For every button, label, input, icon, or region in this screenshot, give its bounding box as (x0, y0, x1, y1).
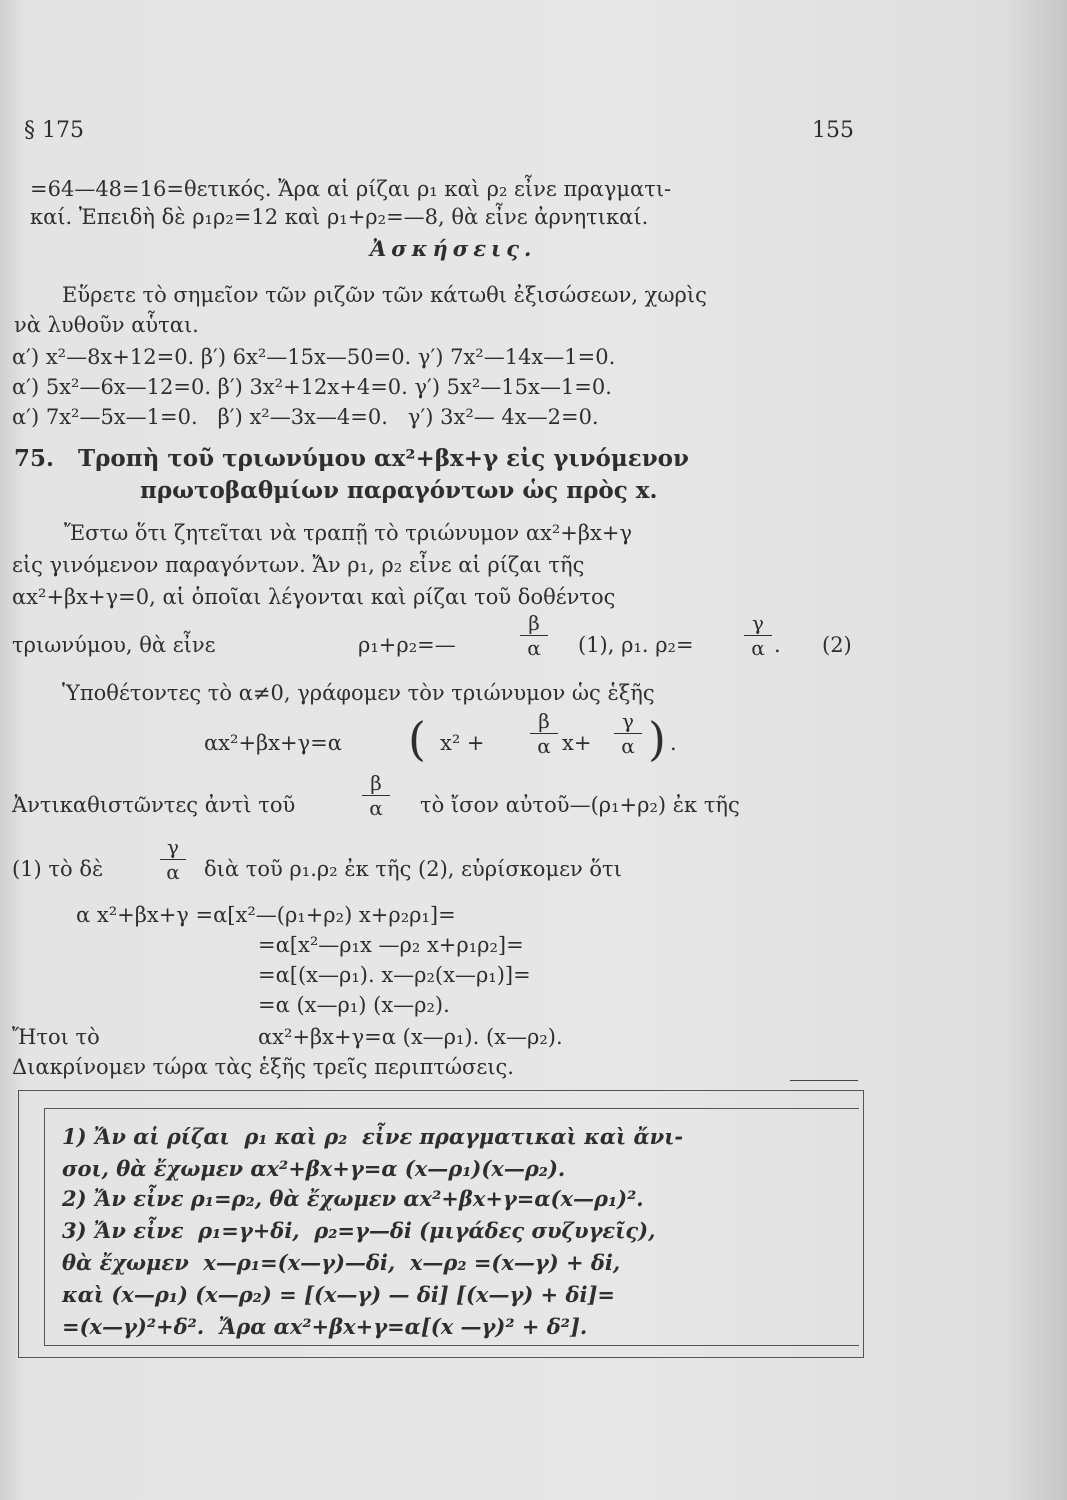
case-line-5: θὰ ἔχωμεν x—ρ₁=(x—γ)—δi, x—ρ₂ =(x—γ) + δi, (62, 1250, 621, 1275)
case-line-1: 1) Ἄν αἱ ρίζαι ρ₁ καὶ ρ₂ εἶνε πραγματικαὶ καὶ ἄνι- (62, 1124, 684, 1149)
result-formula: αx²+βx+γ=α (x—ρ₁). (x—ρ₂). (258, 1025, 563, 1049)
fraction-numerator: β (528, 611, 540, 635)
fraction-numerator: γ (167, 835, 179, 859)
left-paren: ( (408, 712, 426, 766)
fraction-denominator: α (537, 734, 551, 758)
body-p3-start: Ἀντικαθιστῶντες ἀντὶ τοῦ (12, 793, 296, 817)
eq1-sum: ρ₁+ρ₂=— (358, 633, 456, 657)
page-number: 155 (812, 118, 854, 143)
fraction-denominator: α (369, 796, 383, 820)
derivation-line-1: α x²+βx+γ =α[x²—(ρ₁+ρ₂) x+ρ₂ρ₁]= (76, 903, 456, 927)
case-line-4: 3) Ἄν εἶνε ρ₁=γ+δi, ρ₂=γ—δi (μιγάδες συζυγεῖς), (62, 1218, 656, 1243)
fraction-gamma-over-alpha (160, 836, 186, 883)
separator-rule (790, 1080, 858, 1081)
fraction-numerator: β (370, 771, 382, 795)
body-p1-line-3: αx²+βx+γ=0, αἱ ὁποῖαι λέγονται καὶ ρίζαι τοῦ δοθέντος (12, 585, 616, 609)
fraction-denominator: α (621, 734, 635, 758)
body-p4-start: (1) τὸ δὲ (12, 857, 104, 881)
body-p2: Ὑποθέτοντες τὸ α≠0, γράφομεν τὸν τριώνυμον ὡς ἑξῆς (62, 681, 655, 705)
body-p1-line-1: Ἔστω ὅτι ζητεῖται νὰ τραπῇ τὸ τριώνυμον αx²+βx+γ (64, 521, 633, 545)
section-title-line-1: Τροπὴ τοῦ τριωνύμου αx²+βx+γ εἰς γινόμενον (78, 445, 689, 472)
eq2-term-2: x+ (562, 731, 592, 755)
eq1-label-2: (2) (822, 633, 852, 657)
fraction-gamma-over-alpha (614, 710, 642, 757)
eq1-prefix: τριωνύμου, θὰ εἶνε (12, 633, 216, 657)
fraction-denominator: α (527, 636, 541, 660)
body-p4-end: διὰ τοῦ ρ₁.ρ₂ ἐκ τῆς (2), εὑρίσκομεν ὅτι (204, 857, 622, 881)
case-line-7: =(x—γ)²+δ². Ἄρα αx²+βx+γ=α[(x —γ)² + δ²]. (62, 1314, 588, 1339)
section-number: 75. (14, 445, 55, 472)
exercise-row-3: α′) 7x²—5x—1=0. β′) x²—3x—4=0. γ′) 3x²— 4x—2=0. (12, 405, 599, 429)
case-line-3: 2) Ἄν εἶνε ρ₁=ρ₂, θὰ ἔχωμεν αx²+βx+γ=α(x—ρ₁)². (62, 1186, 644, 1211)
fraction-numerator: γ (622, 709, 634, 733)
result-prefix: Ἤτοι τὸ (12, 1025, 100, 1049)
body-p5: Διακρίνομεν τώρα τὰς ἑξῆς τρεῖς περιπτώσεις. (12, 1055, 514, 1079)
section-title-line-2: πρωτοβαθμίων παραγόντων ὡς πρὸς x. (140, 477, 658, 504)
fraction-numerator: β (538, 709, 550, 733)
eq1-label-1: (1), ρ₁. ρ₂= (578, 633, 694, 657)
eq1-end: . (774, 633, 781, 657)
exercise-row-2: α′) 5x²—6x—12=0. β′) 3x²+12x+4=0. γ′) 5x²—15x—1=0. (12, 375, 612, 399)
fraction-denominator: α (166, 860, 180, 884)
fraction-numerator: γ (752, 611, 764, 635)
eq2-lhs: αx²+βx+γ=α (204, 731, 342, 755)
right-paren: ) (648, 712, 666, 766)
derivation-line-4: =α (x—ρ₁) (x—ρ₂). (258, 993, 450, 1017)
exercises-heading: Ἀσκήσεις. (370, 236, 537, 261)
fraction-beta-over-alpha (530, 710, 558, 757)
fraction-beta-over-alpha (362, 772, 390, 819)
derivation-line-3: =α[(x—ρ₁). x—ρ₂(x—ρ₁)]= (258, 963, 531, 987)
section-reference: § 175 (24, 118, 84, 143)
exercises-instruction-1: Εὕρετε τὸ σημεῖον τῶν ριζῶν τῶν κάτωθι ἐξισώσεων, χωρὶς (62, 283, 707, 307)
fraction-denominator: α (751, 636, 765, 660)
fraction-beta-over-alpha (520, 612, 548, 659)
eq2-term-1: x² + (440, 731, 485, 755)
eq2-end: . (670, 731, 677, 755)
case-line-2: σοι, θὰ ἔχωμεν αx²+βx+γ=α (x—ρ₁)(x—ρ₂). (62, 1156, 566, 1181)
exercise-row-1: α′) x²—8x+12=0. β′) 6x²—15x—50=0. γ′) 7x²—14x—1=0. (12, 345, 616, 369)
derivation-line-2: =α[x²—ρ₁x —ρ₂ x+ρ₁ρ₂]= (258, 933, 524, 957)
intro-line-1: =64—48=16=θετικός. Ἄρα αἱ ρίζαι ρ₁ καὶ ρ₂ εἶνε πραγματι- (30, 177, 672, 201)
exercises-instruction-2: νὰ λυθοῦν αὗται. (14, 313, 199, 337)
case-line-6: καὶ (x—ρ₁) (x—ρ₂) = [(x—γ) — δi] [(x—γ) + δi]= (62, 1282, 615, 1307)
intro-line-2: καί. Ἐπειδὴ δὲ ρ₁ρ₂=12 καὶ ρ₁+ρ₂=—8, θὰ εἶνε ἀρνητικαί. (30, 205, 649, 229)
body-p1-line-2: εἰς γινόμενον παραγόντων. Ἄν ρ₁, ρ₂ εἶνε αἱ ρίζαι τῆς (12, 553, 585, 577)
fraction-gamma-over-alpha (744, 612, 772, 659)
body-p3-end: τὸ ἴσον αὐτοῦ—(ρ₁+ρ₂) ἐκ τῆς (420, 793, 740, 817)
